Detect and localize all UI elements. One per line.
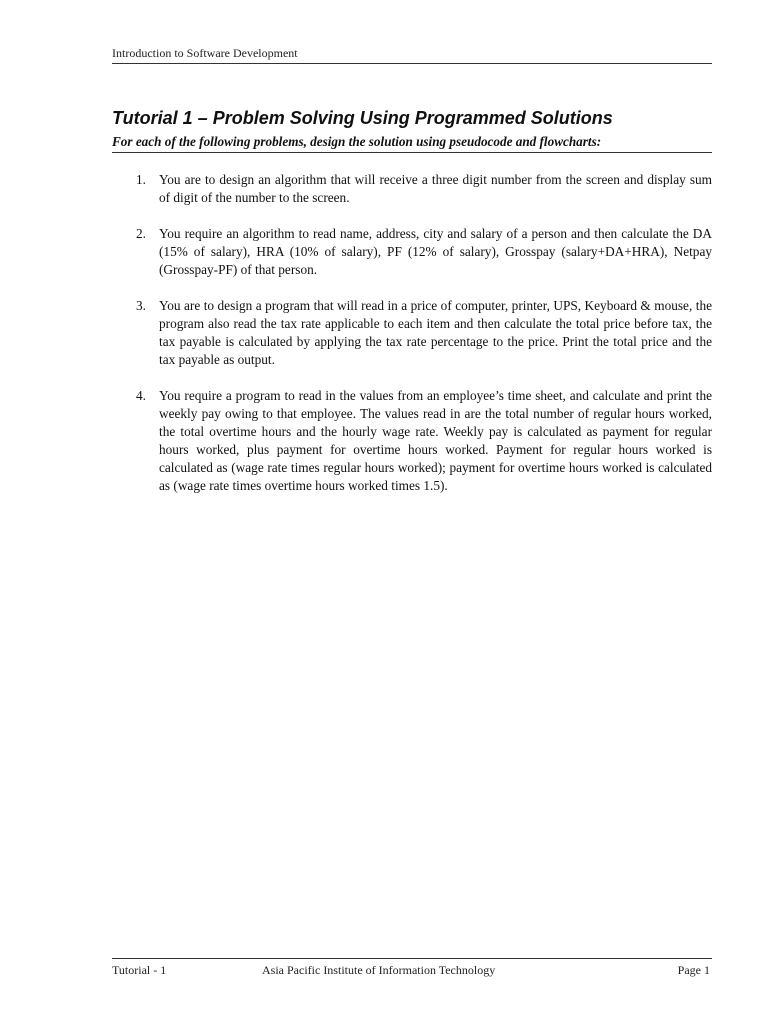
running-header: Introduction to Software Development <box>112 46 298 60</box>
footer-institution: Asia Pacific Institute of Information Technology <box>262 963 496 977</box>
page-number: Page 1 <box>677 963 710 977</box>
problem-number: 3. <box>136 298 146 313</box>
problem-item-1 <box>112 171 712 207</box>
problem-number: 2. <box>136 226 146 241</box>
problem-number: 1. <box>136 172 146 187</box>
tutorial-title: Tutorial 1 – Problem Solving Using Programmed Solutions <box>112 108 613 128</box>
footer-divider <box>112 958 712 959</box>
problem-item-3 <box>112 297 712 369</box>
problem-number: 4. <box>136 388 146 403</box>
footer-tutorial-label: Tutorial - 1 <box>112 963 167 977</box>
problem-list <box>112 171 712 513</box>
instructions-divider <box>112 152 712 153</box>
problem-text: You are to design an algorithm that will receive a three digit number from the screen and display sum of digit of the number to the screen. <box>159 172 712 205</box>
problem-item-2 <box>112 225 712 279</box>
problem-text: You are to design a program that will read in a price of computer, printer, UPS, Keyboard & mouse, the program also read the tax rate applicable to each item and then calculate the total price before tax, the tax payable is calculated by applying the tax rate percentage to the price. Print the total price and the tax payable as output. <box>159 298 712 367</box>
problem-item-4 <box>112 387 712 495</box>
instructions: For each of the following problems, design the solution using pseudocode and flowcharts: <box>112 134 602 149</box>
problem-text: You require a program to read in the values from an employee’s time sheet, and calculate and print the weekly pay owing to that employee. The values read in are the total number of regular hours worked, the total overtime hours and the hourly wage rate. Weekly pay is calculated as payment for regular hours worked, plus payment for overtime hours worked. Payment for regular hours worked is calculated as (wage rate times regular hours worked); payment for overtime hours worked is calculated as (wage rate times overtime hours worked times 1.5). <box>159 388 712 493</box>
header-divider <box>112 63 712 64</box>
running-footer <box>112 963 712 979</box>
problem-text: You require an algorithm to read name, address, city and salary of a person and then calculate the DA (15% of salary), HRA (10% of salary), PF (12% of salary), Grosspay (salary+DA+HRA), Netpay (Grosspay-PF) of that person. <box>159 226 712 277</box>
